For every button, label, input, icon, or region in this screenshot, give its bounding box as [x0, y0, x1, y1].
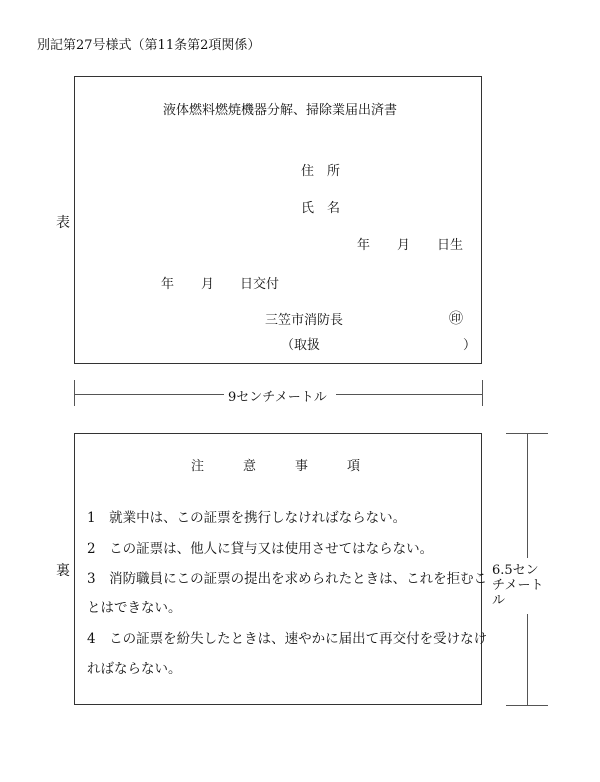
note-number: 1: [87, 510, 96, 526]
note-number: 2: [87, 541, 96, 557]
width-label: 9センチメートル: [228, 390, 327, 405]
height-label-line-3: ル: [492, 593, 506, 608]
note-item-1: [87, 504, 406, 533]
note-text: ればならない。: [87, 661, 182, 677]
note-text: 就業中は、この証票を携行しなければならない。: [109, 510, 407, 526]
birth-year-label: 年: [357, 238, 371, 253]
note-number: 3: [87, 571, 96, 587]
front-card: [74, 76, 482, 364]
address-label: 住 所: [301, 164, 341, 179]
note-item-4-continued: [87, 655, 182, 684]
form-number-heading: 別記第27号様式（第11条第2項関係）: [37, 38, 261, 53]
back-card: [74, 433, 488, 705]
seal-mark: ㊞: [449, 311, 463, 327]
front-side-label: 表: [56, 215, 70, 231]
birth-day-label: 日生: [437, 238, 464, 253]
note-text: 消防職員にこの証票の提出を求められたときは、これを拒むこ: [109, 571, 488, 587]
issue-day-label: 日交付: [240, 277, 280, 292]
handler-field: （取扱 ）: [281, 338, 477, 353]
issue-year-label: 年: [161, 277, 175, 292]
height-label-line-1: 6.5セン: [492, 563, 539, 578]
issuer-label: 三笠市消防長: [265, 313, 344, 328]
note-text: この証票を紛失したときは、速やかに届出て再交付を受けなけ: [109, 631, 488, 647]
name-label: 氏 名: [301, 201, 341, 216]
notes-title: 注 意 事 項: [191, 459, 361, 474]
certificate-title: 液体燃料燃焼機器分解、掃除業届出済書: [163, 103, 398, 118]
note-item-3: [87, 565, 487, 594]
note-text: この証票は、他人に貸与又は使用させてはならない。: [109, 541, 434, 557]
height-label-line-2: チメート: [492, 578, 544, 593]
note-number: 4: [87, 631, 96, 647]
birth-month-label: 月: [397, 238, 411, 253]
note-item-2: [87, 535, 433, 564]
note-item-4: [87, 625, 487, 654]
note-text: とはできない。: [87, 600, 182, 616]
issue-month-label: 月: [201, 277, 215, 292]
note-item-3-continued: [87, 594, 182, 623]
back-side-label: 裏: [56, 563, 70, 579]
